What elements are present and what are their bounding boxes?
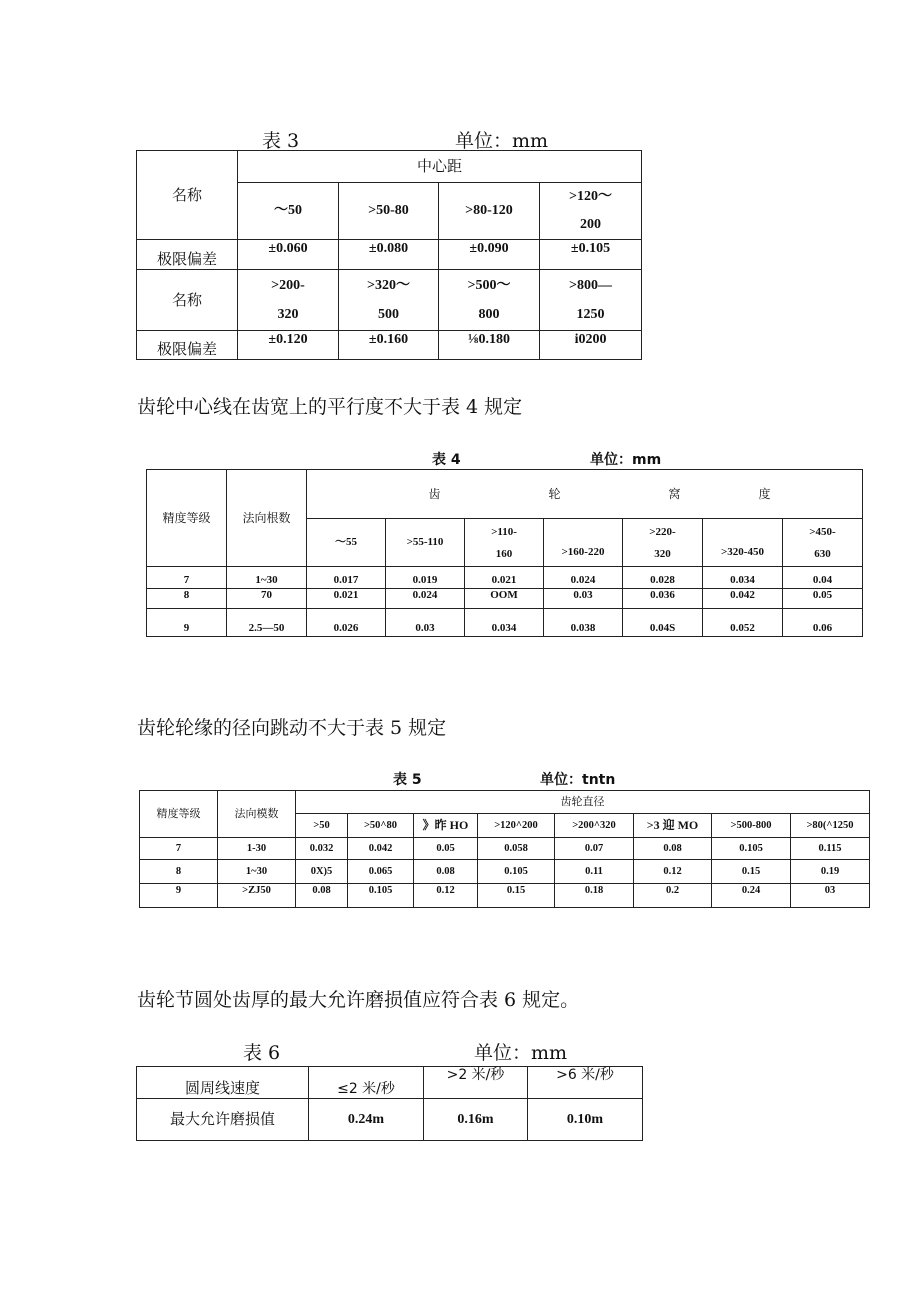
table5-cell: 0.065: [348, 860, 414, 884]
table5-subheader: >200^320: [555, 814, 634, 838]
table5-subheader: >3 迎 MO: [634, 814, 712, 838]
table3-cell-line: 200: [580, 217, 601, 232]
table4-cell: 0.042: [703, 589, 783, 609]
table3-label-deviation: 极限偏差: [137, 331, 238, 360]
table4-group-char: 度: [758, 486, 771, 501]
table5-subheader: >50^80: [348, 814, 414, 838]
table3-cell: [540, 183, 642, 240]
table5-header-group: 齿轮直径: [296, 791, 870, 814]
table5-cell: 8: [140, 860, 218, 884]
table5-cell: 0.07: [555, 838, 634, 860]
table6-header: >6 米/秒: [528, 1067, 643, 1099]
table3-cell-line: >200-: [271, 278, 305, 293]
table4-cell: 0.017: [307, 567, 386, 589]
table4-cell: 0.052: [703, 609, 783, 637]
table5-cell: 0.105: [478, 860, 555, 884]
table5-cell: 0.08: [634, 838, 712, 860]
table5-cell: 0.08: [296, 884, 348, 908]
table5-cell: 03: [791, 884, 870, 908]
table4-cell: 0.024: [386, 589, 465, 609]
table6-caption: 表 6: [243, 1042, 281, 1064]
table4-subheader: [623, 519, 703, 567]
table3-cell: ±0.120: [238, 331, 339, 360]
table-row: [140, 838, 870, 860]
table6-cell: 最大允许磨损值: [137, 1099, 309, 1141]
table3-cell-line: >800—: [569, 278, 612, 293]
table4-cell: 2.5—50: [227, 609, 307, 637]
table5-cell: 0.105: [712, 838, 791, 860]
table4-header-grade: 精度等级: [147, 470, 227, 567]
table4-group-char: 齿: [428, 486, 441, 501]
table-row: [140, 860, 870, 884]
table4-subheader: >55-110: [386, 519, 465, 567]
table5-cell: 0.08: [414, 860, 478, 884]
table3-unit: 单位：mm: [455, 130, 549, 152]
table5-cell: 0.115: [791, 838, 870, 860]
table3-cell: ±0.090: [439, 240, 540, 270]
table4-subheader-line: 320: [654, 547, 671, 560]
table-6: [136, 1066, 643, 1141]
table3-cell-line: >120～: [569, 189, 612, 204]
table5-cell: 0.032: [296, 838, 348, 860]
table5-cell: 0.105: [348, 884, 414, 908]
table4-cell: 0.03: [544, 589, 623, 609]
table5-cell: 0.12: [634, 860, 712, 884]
table4-cell: 0.028: [623, 567, 703, 589]
table5-cell: 0.12: [414, 884, 478, 908]
table5-subheader: >120^200: [478, 814, 555, 838]
table5-subheader: 》昨 HO: [414, 814, 478, 838]
table4-cell: 0.06: [783, 609, 863, 637]
table3-cell: ±0.105: [540, 240, 642, 270]
table5-cell: 0.042: [348, 838, 414, 860]
table3-cell-line: >500～: [467, 278, 511, 293]
table4-subheader: >320-450: [703, 519, 783, 567]
table6-header: 圆周线速度: [137, 1067, 309, 1099]
table-row: [147, 589, 863, 609]
paragraph-wear: 齿轮节圆处齿厚的最大允许磨损值应符合表 6 规定。: [137, 989, 580, 1011]
table4-subheader: ～55: [307, 519, 386, 567]
paragraph-parallelism: 齿轮中心线在齿宽上的平行度不大于表 4 规定: [137, 396, 523, 418]
table5-cell: 7: [140, 838, 218, 860]
table4-caption: 表 4: [432, 452, 461, 468]
table4-cell: 9: [147, 609, 227, 637]
table4-cell: 0.034: [465, 609, 544, 637]
table3-cell: [339, 270, 439, 331]
table5-cell: 0.05: [414, 838, 478, 860]
table5-cell: 0.18: [555, 884, 634, 908]
table4-cell: 0.021: [465, 567, 544, 589]
table4-subheader-line: >220-: [649, 525, 676, 538]
table3-cell: ±0.060: [238, 240, 339, 270]
table3-header-group: 中心距: [238, 151, 642, 183]
table4-subheader-line: >450-: [809, 525, 836, 538]
table3-cell-line: 1250: [576, 307, 605, 322]
table4-unit: 单位：mm: [590, 452, 662, 468]
table4-cell: 70: [227, 589, 307, 609]
table5-cell: 0.15: [478, 884, 555, 908]
table3-label-name: 名称: [137, 270, 238, 331]
table4-cell: 0.034: [703, 567, 783, 589]
table4-subheader-line: >110-: [491, 525, 517, 538]
table3-cell: ⅛0.180: [439, 331, 540, 360]
paragraph-runout: 齿轮轮缘的径向跳动不大于表 5 规定: [137, 717, 447, 739]
table-5: [139, 790, 870, 908]
table5-cell: 0.15: [712, 860, 791, 884]
table-row: [147, 567, 863, 589]
table4-cell: 0.026: [307, 609, 386, 637]
table3-cell: i0200: [540, 331, 642, 360]
table-row: [137, 1099, 643, 1141]
table4-subheader: [783, 519, 863, 567]
table5-subheader: >80(^1250: [791, 814, 870, 838]
table3-cell: >80-120: [439, 183, 540, 240]
table5-subheader: >500-800: [712, 814, 791, 838]
table3-cell-line: 320: [277, 307, 299, 322]
table3-cell: [238, 270, 339, 331]
table6-cell: 0.24m: [309, 1099, 424, 1141]
table4-cell: 0.021: [307, 589, 386, 609]
table4-cell: 0.038: [544, 609, 623, 637]
table3-caption: 表 3: [262, 130, 300, 152]
table5-cell: 9: [140, 884, 218, 908]
table5-cell: 1~30: [218, 860, 296, 884]
table4-cell: 8: [147, 589, 227, 609]
table4-group-char: 窝: [668, 486, 681, 501]
table4-subheader-line: 630: [814, 547, 831, 560]
table3-cell-line: 800: [478, 307, 500, 322]
table5-cell: 0.058: [478, 838, 555, 860]
table4-cell: 1~30: [227, 567, 307, 589]
table5-cell: 0X)5: [296, 860, 348, 884]
table3-cell-line: >320～: [367, 278, 410, 293]
table4-subheader-line: 160: [495, 547, 513, 560]
table3-label-name: 名称: [137, 151, 238, 240]
table4-cell: 0.04: [783, 567, 863, 589]
table4-group-char: 轮: [548, 486, 561, 501]
table3-cell-line: 500: [378, 307, 399, 322]
table4-cell: 0.024: [544, 567, 623, 589]
table5-cell: 0.19: [791, 860, 870, 884]
table3-label-deviation: 极限偏差: [137, 240, 238, 270]
table3-cell: ～50: [238, 183, 339, 240]
table4-cell: 0.05: [783, 589, 863, 609]
table5-subheader: >50: [296, 814, 348, 838]
table-4: [146, 469, 863, 637]
table4-cell: 0.019: [386, 567, 465, 589]
table3-cell: [540, 270, 642, 331]
table4-cell: 0.036: [623, 589, 703, 609]
table3-cell: >50-80: [339, 183, 439, 240]
table6-cell: 0.10m: [528, 1099, 643, 1141]
table-row: [147, 609, 863, 637]
table-3: [136, 150, 642, 360]
table5-unit: 单位：tntn: [540, 772, 616, 788]
table4-subheader: [465, 519, 544, 567]
table5-caption: 表 5: [393, 772, 422, 788]
table4-header-module: 法向根数: [227, 470, 307, 567]
table5-cell: 0.2: [634, 884, 712, 908]
table4-subheader: >160-220: [544, 519, 623, 567]
table4-cell: 7: [147, 567, 227, 589]
table6-cell: 0.16m: [424, 1099, 528, 1141]
table5-cell: 0.11: [555, 860, 634, 884]
table6-unit: 单位：mm: [474, 1042, 568, 1064]
table3-cell: ±0.160: [339, 331, 439, 360]
table4-cell: 0.04S: [623, 609, 703, 637]
table3-cell: ±0.080: [339, 240, 439, 270]
table5-header-module: 法向模数: [218, 791, 296, 838]
table3-cell: [439, 270, 540, 331]
table4-cell: 0.03: [386, 609, 465, 637]
table5-header-grade: 精度等级: [140, 791, 218, 838]
table5-cell: 1-30: [218, 838, 296, 860]
table6-header: >2 米/秒: [424, 1067, 528, 1099]
table4-header-group: [307, 470, 863, 519]
table5-cell: 0.24: [712, 884, 791, 908]
table6-header: ≤2 米/秒: [309, 1067, 424, 1099]
table4-cell: OOM: [465, 589, 544, 609]
table-row: [140, 884, 870, 908]
table5-cell: >ZJ50: [218, 884, 296, 908]
